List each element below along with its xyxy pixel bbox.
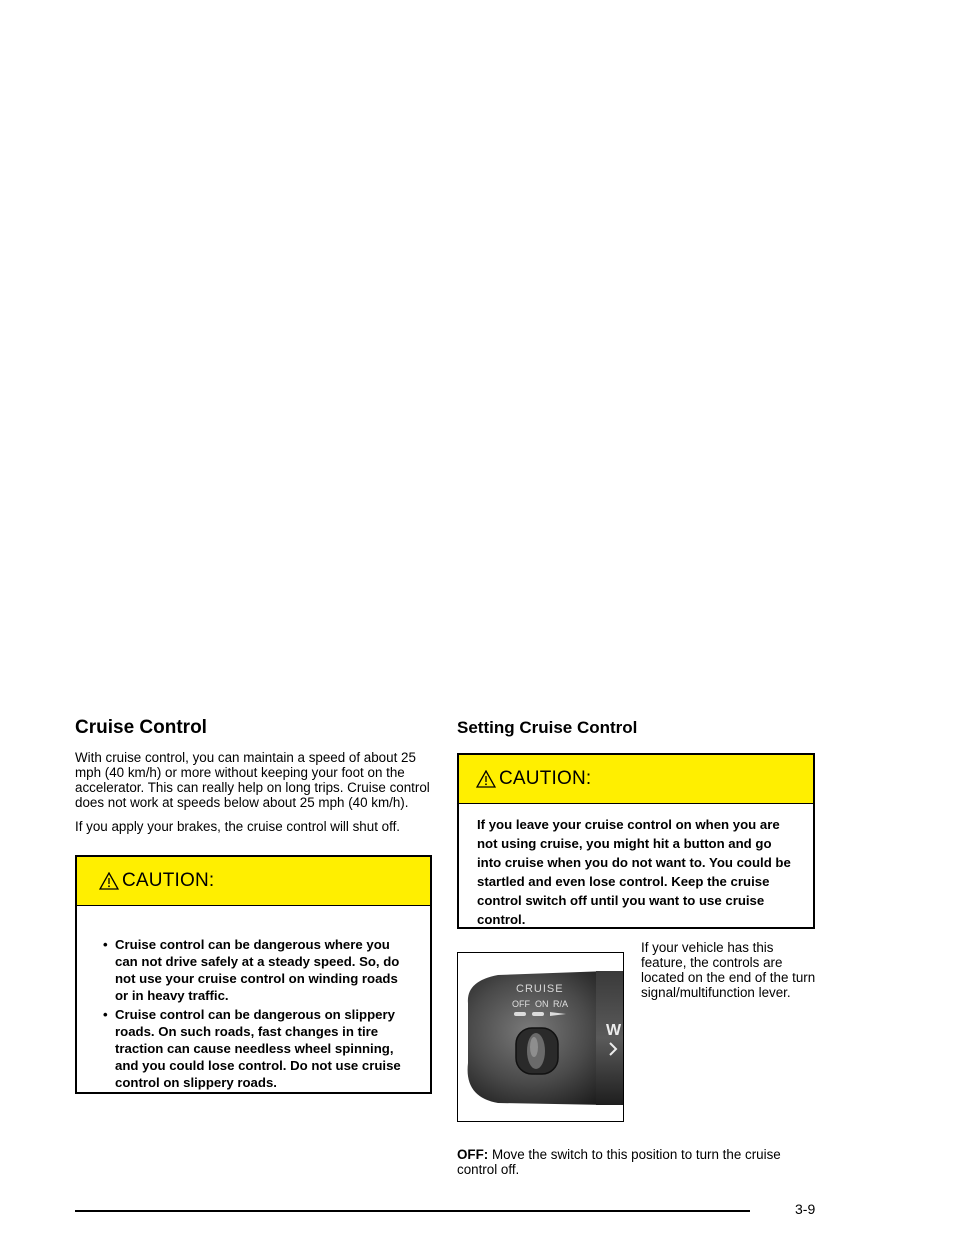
warning-triangle-icon [99, 872, 119, 890]
right-column [457, 716, 815, 929]
cruise-lever-photo [457, 952, 624, 1122]
cruise-control-heading: Cruise Control [75, 717, 207, 738]
caution-box-leave-on [457, 753, 815, 929]
caution-header [459, 755, 813, 804]
off-position-marker [514, 1012, 526, 1016]
off-label-text: OFF: [457, 1147, 489, 1162]
footer-rule [75, 1210, 750, 1212]
cruise-label: CRUISE [516, 983, 564, 995]
ra-label: R/A [553, 999, 569, 1009]
caution-bullet-list [101, 936, 414, 1091]
page-number: 3-9 [795, 1201, 816, 1217]
on-position-marker [532, 1012, 544, 1016]
caution-bullet: • Cruise control can be dangerous on slippery roads. On such roads, fast changes in tire traction can cause needless wheel spinning, and you could lose control. Do not use cruise control on slippery roads. [101, 1006, 414, 1091]
brakes-note: If you apply your brakes, the cruise control will shut off. [75, 819, 401, 834]
off-description [457, 1147, 817, 1177]
caution-title: CAUTION: [122, 870, 215, 891]
caution-text: If you leave your cruise control on when you are not using cruise, you might hit a button and go into cruise when you do not want to. You could be startled and even lose control. Keep the cruise control switch off until you want to use cruise control. [477, 817, 791, 927]
cruise-lever-illustration [458, 953, 623, 1121]
caution-header [77, 857, 430, 906]
left-column [75, 716, 432, 1094]
setting-cruise-heading: Setting Cruise Control [457, 718, 638, 737]
caution-body [77, 906, 430, 1091]
warning-triangle-icon [476, 770, 496, 788]
caution-box-cruise-dangers [75, 855, 432, 1094]
controls-location-text: If your vehicle has this feature, the controls are located on the end of the turn signal/multifunction lever. [641, 940, 816, 1000]
on-label: ON [535, 999, 549, 1009]
off-description-text: Move the switch to this position to turn the cruise control off. [457, 1147, 781, 1177]
cruise-control-intro: With cruise control, you can maintain a speed of about 25 mph (40 km/h) or more without keeping your foot on the accelerator. This can really help on long trips. Cruise control does not work at speeds below about 25 mph (40 km/h). [75, 750, 430, 810]
off-label: OFF [512, 999, 530, 1009]
sleeve-letter: W [606, 1022, 622, 1039]
caution-body [459, 804, 813, 929]
caution-bullet: • Cruise control can be dangerous where you can not drive safely at a steady speed. So, do not use your cruise control on winding roads or in heavy traffic. [101, 936, 414, 1004]
caution-title: CAUTION: [499, 768, 592, 789]
